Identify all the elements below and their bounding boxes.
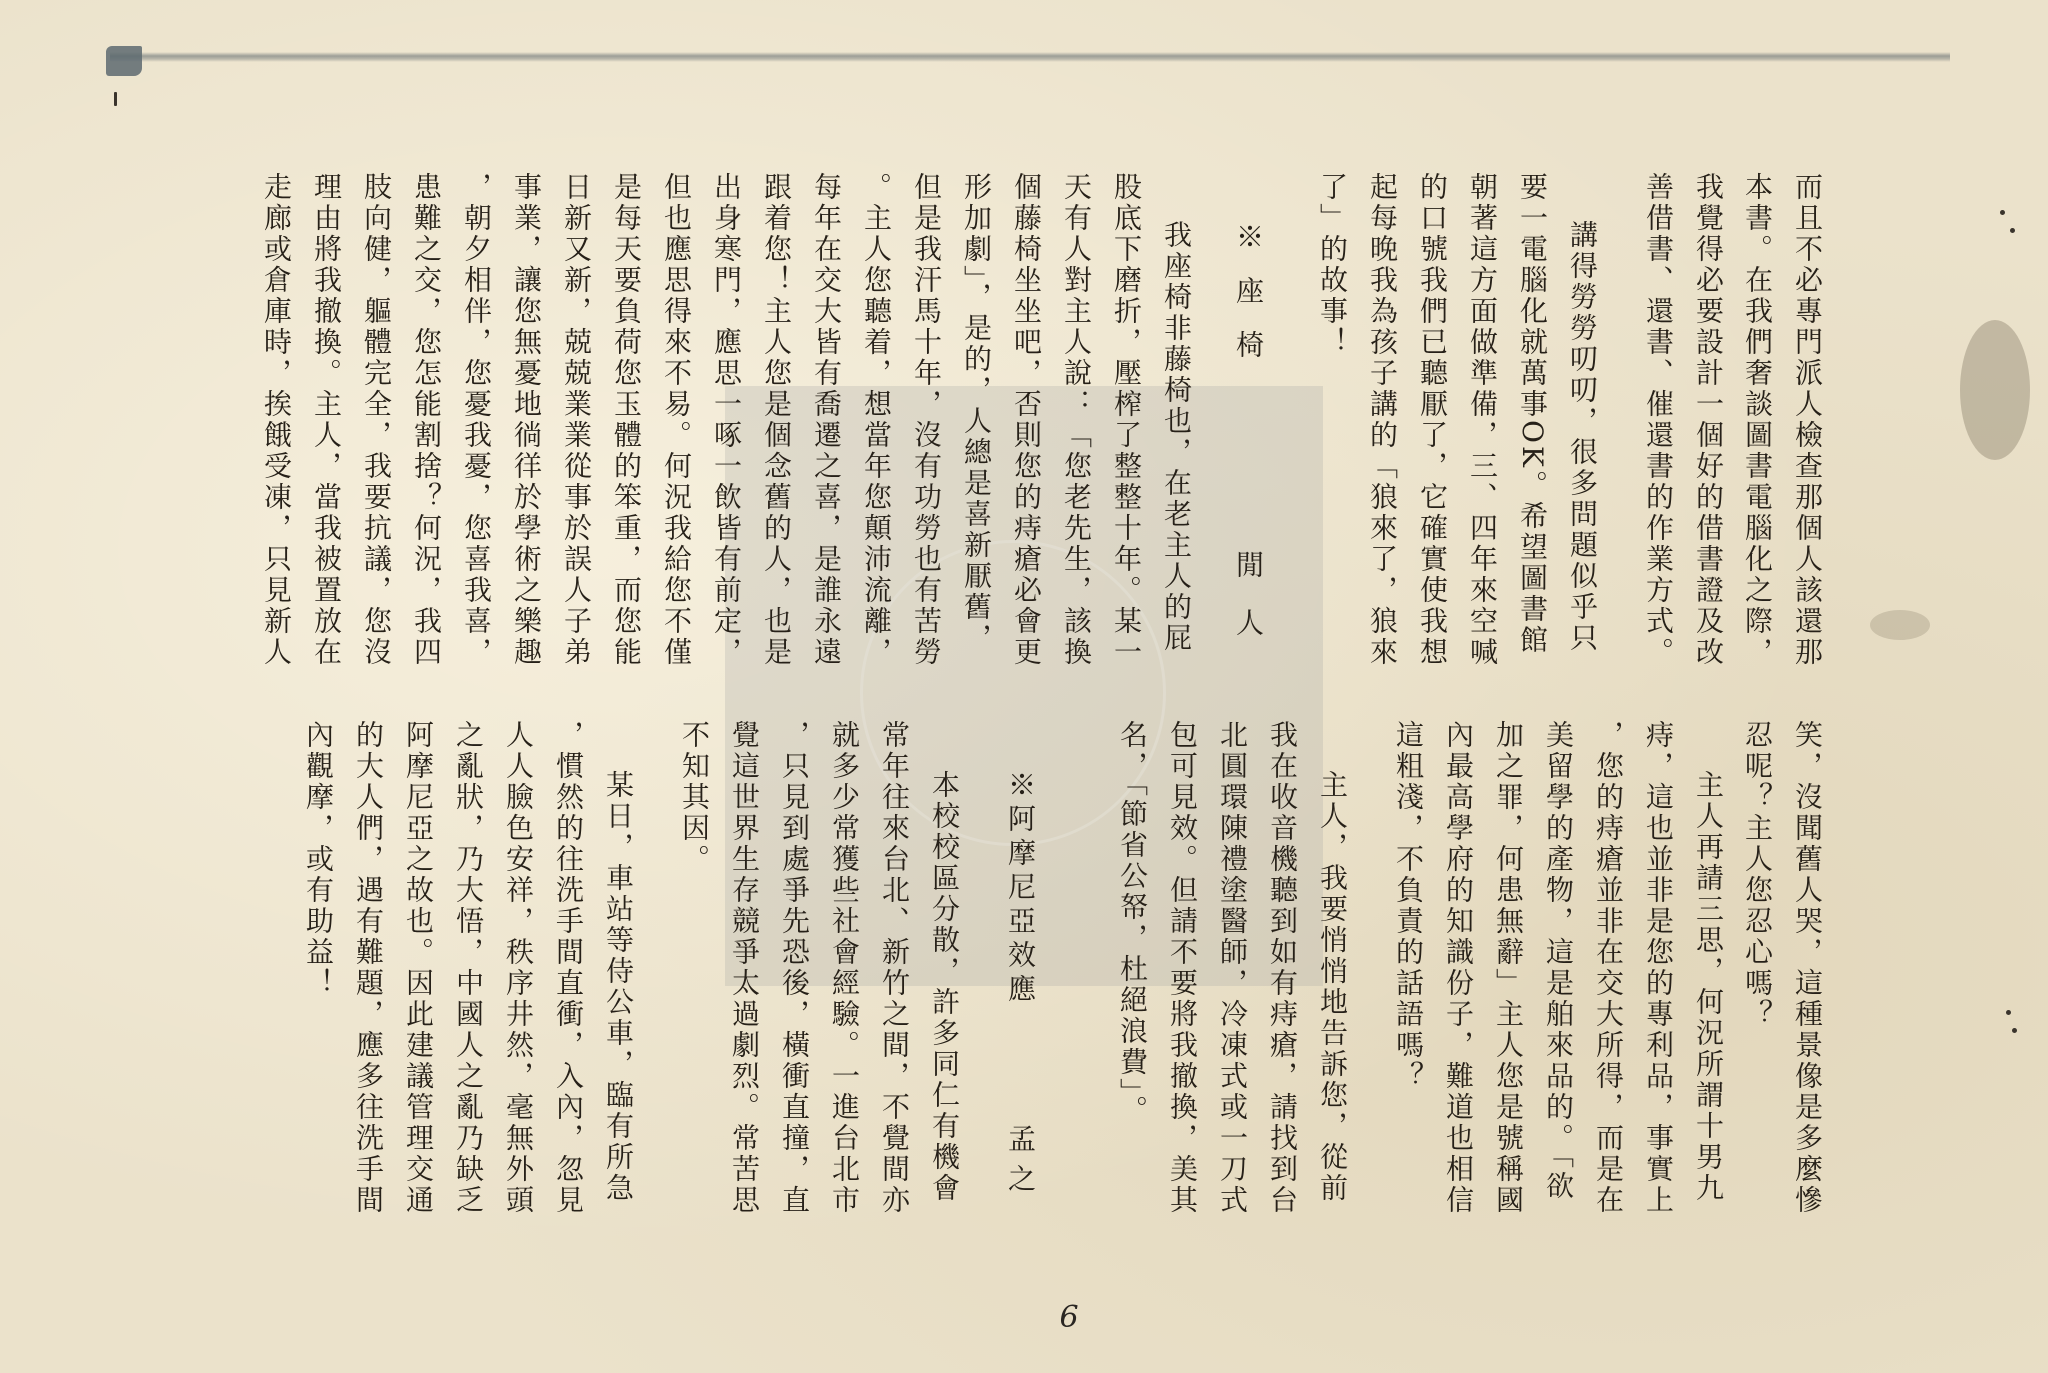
text-column: 忍呢？主人您忍心嗎？ — [1741, 720, 1774, 1030]
text-column: 股底下磨折，壓榨了整整十年。某一 — [1110, 172, 1143, 668]
text-column: 但是我汗馬十年，沒有功勞也有苦勞 — [910, 172, 943, 668]
text-column: 就多少常獲些社會經驗。一進台北市 — [828, 720, 861, 1216]
margin-mark — [2000, 210, 2005, 215]
text-column: 包可見效。但請不要將我撤換，美其 — [1166, 720, 1199, 1216]
text-column: 患難之交，您怎能割捨？何況，我四 — [410, 172, 443, 668]
text-column: ，您的痔瘡並非在交大所得，而是在 — [1592, 720, 1625, 1216]
text-column: 美留學的產物，這是舶來品的。「欲 — [1542, 720, 1575, 1202]
margin-mark — [114, 92, 117, 106]
text-column: 是每天要負荷您玉體的笨重，而您能 — [610, 172, 643, 668]
text-column: 理由將我撤換。主人，當我被置放在 — [310, 172, 343, 668]
text-column: 了」的故事！ — [1316, 172, 1349, 358]
text-column: 善借書、還書、催還書的作業方式。 — [1642, 172, 1675, 668]
text-column: 不知其因。 — [678, 720, 711, 875]
text-column: 。主人您聽着，想當年您顛沛流離， — [860, 172, 893, 668]
margin-mark — [2010, 228, 2015, 233]
ink-blot — [106, 46, 142, 76]
stain — [1960, 320, 2030, 460]
text-column: 個藤椅坐坐吧，否則您的痔瘡必會更 — [1010, 172, 1043, 668]
text-column: 加之罪，何患無辭」主人您是號稱國 — [1492, 720, 1525, 1216]
text-column: 出身寒門，應思一啄一飲皆有前定， — [710, 172, 743, 668]
text-column: 天有人對主人說：「您老先生，該換 — [1060, 172, 1093, 668]
text-column: 常年往來台北、新竹之間，不覺間亦 — [878, 720, 911, 1216]
text-column: 的大人們，遇有難題，應多往洗手間 — [352, 720, 385, 1216]
text-column: 笑，沒聞舊人哭，這種景像是多麼慘 — [1791, 720, 1824, 1216]
text-column: 主人，我要悄悄地告訴您，從前 — [1316, 770, 1349, 1204]
text-column: 的口號我們已聽厭了，它確實使我想 — [1416, 172, 1449, 668]
text-column: 但也應思得來不易。何況我給您不僅 — [660, 172, 693, 668]
article-author: 閒人 — [1232, 550, 1265, 666]
text-column: 人人臉色安祥，秩序井然，毫無外頭 — [502, 720, 535, 1216]
text-column: 起每晚我為孩子講的「狼來了，狼來 — [1366, 172, 1399, 668]
text-column: 阿摩尼亞之故也。因此建議管理交通 — [402, 720, 435, 1216]
text-column: 本校校區分散，許多同仁有機會 — [928, 770, 961, 1204]
text-column: 而且不必專門派人檢查那個人該還那 — [1791, 172, 1824, 668]
margin-mark — [2012, 1028, 2017, 1033]
text-column: 某日，車站等侍公車，臨有所急 — [602, 770, 635, 1204]
margin-mark — [2006, 1010, 2011, 1015]
text-column: 內最高學府的知識份子，難道也相信 — [1442, 720, 1475, 1216]
text-column: 本書。在我們奢談圖書電腦化之際， — [1741, 172, 1774, 668]
text-column: 講得勞勞叨叨，很多問題似乎只 — [1566, 220, 1599, 654]
text-column: 主人再請三思，何況所謂十男九 — [1692, 770, 1725, 1204]
text-column: ，慣然的往洗手間直衝，入內，忽見 — [552, 720, 585, 1216]
article-author: 孟之 — [1004, 1124, 1037, 1204]
text-column: 我座椅非藤椅也，在老主人的屁 — [1160, 220, 1193, 654]
text-column: 名，「節省公帑，杜絕浪費」。 — [1116, 720, 1149, 1126]
text-column: 事業，讓您無憂地徜徉於學術之樂趣 — [510, 172, 543, 668]
text-column: 覺這世界生存競爭太過劇烈。常苦思 — [728, 720, 761, 1216]
page-number: 6 — [1059, 1300, 1079, 1335]
stain — [1870, 610, 1930, 640]
text-column: 我覺得必要設計一個好的借書證及改 — [1692, 172, 1725, 668]
text-column: 肢向健，軀體完全，我要抗議，您沒 — [360, 172, 393, 668]
text-column: 每年在交大皆有喬遷之喜，是誰永遠 — [810, 172, 843, 668]
text-column: 之亂狀，乃大悟，中國人之亂乃缺乏 — [452, 720, 485, 1216]
text-column: 內觀摩，或有助益！ — [302, 720, 335, 999]
article-title: ※阿摩尼亞效應 — [1004, 770, 1037, 1008]
text-column: 北圓環陳禮塗醫師，冷凍式或一刀式 — [1216, 720, 1249, 1216]
text-column: ，只見到處爭先恐後，橫衝直撞，直 — [778, 720, 811, 1216]
text-column: 日新又新，兢兢業業從事於誤人子弟 — [560, 172, 593, 668]
text-column: 我在收音機聽到如有痔瘡，請找到台 — [1266, 720, 1299, 1216]
article-title: ※座椅 — [1232, 222, 1265, 384]
text-column: 這粗淺，不負責的話語嗎？ — [1392, 720, 1425, 1092]
text-column: 走廊或倉庫時，挨餓受凍，只見新人 — [260, 172, 293, 668]
text-column: 痔，這也並非是您的專利品，事實上 — [1642, 720, 1675, 1216]
text-column: 跟着您！主人您是個念舊的人，也是 — [760, 172, 793, 668]
text-column: ，朝夕相伴，您憂我憂，您喜我喜， — [460, 172, 493, 668]
text-column: 要一電腦化就萬事OK。希望圖書館 — [1516, 172, 1549, 656]
text-column: 形加劇」，是的，人總是喜新厭舊， — [960, 172, 993, 654]
text-column: 朝著這方面做準備，三、四年來空喊 — [1466, 172, 1499, 668]
top-ink-rule — [110, 52, 1950, 62]
